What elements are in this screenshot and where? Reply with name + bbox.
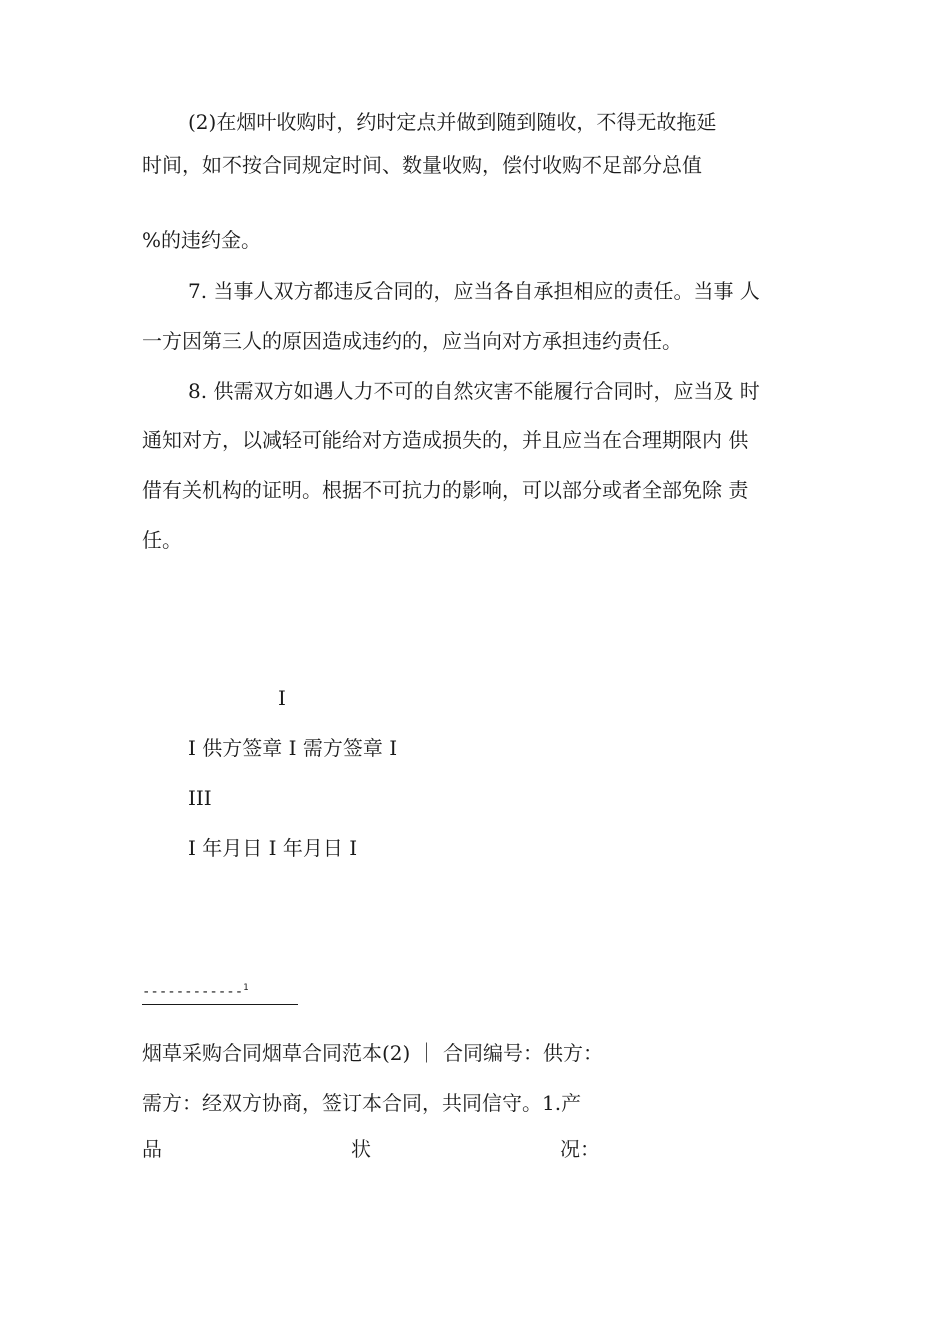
paragraph-8-line-2: 通知对方，以减轻可能给对方造成损失的，并且应当在合理期限内 供 [142, 428, 749, 452]
paragraph-8-line-4: 任。 [142, 528, 182, 552]
footnote-rule-line [142, 1004, 298, 1005]
signature-table-row-2: I 供方签章 I 需方签章 I [188, 736, 398, 760]
paragraph-2-line-3: %的违约金。 [142, 228, 262, 252]
next-document-line-3 [142, 1137, 600, 1161]
paragraph-7-line-2: 一方因第三人的原因造成违约的，应当向对方承担违约责任。 [142, 329, 682, 353]
paragraph-8-line-1: 8. 供需双方如遇人力不可的自然灾害不能履行合同时，应当及 时 [188, 379, 760, 403]
next-document-line-1: 烟草采购合同烟草合同范本(2) ｜ 合同编号：供方： [142, 1041, 604, 1065]
paragraph-2-line-2: 时间，如不按合同规定时间、数量收购，偿付收购不足部分总值 [142, 153, 702, 177]
paragraph-7-line-1: 7. 当事人双方都违反合同的，应当各自承担相应的责任。当事 人 [188, 279, 760, 303]
footnote-marker: 1 [243, 983, 249, 993]
signature-table-row-4: I 年月日 I 年月日 I [188, 836, 358, 860]
footnote-dashes: ------------ [142, 984, 244, 1000]
product-label-part-2: 状 [351, 1137, 371, 1161]
paragraph-8-line-3: 借有关机构的证明。根据不可抗力的影响，可以部分或者全部免除 责 [142, 478, 749, 502]
signature-table-row-1: I [278, 686, 286, 710]
product-label-part-3: 况： [560, 1137, 600, 1161]
next-document-line-2: 需方：经双方协商，签订本合同，共同信守。1.产 [142, 1091, 582, 1115]
paragraph-2-line-1: (2)在烟叶收购时，约时定点并做到随到随收，不得无故拖延 [188, 110, 717, 134]
product-label-part-1: 品 [142, 1137, 162, 1161]
footnote-separator [142, 985, 249, 999]
signature-table-row-3: III [188, 786, 212, 810]
